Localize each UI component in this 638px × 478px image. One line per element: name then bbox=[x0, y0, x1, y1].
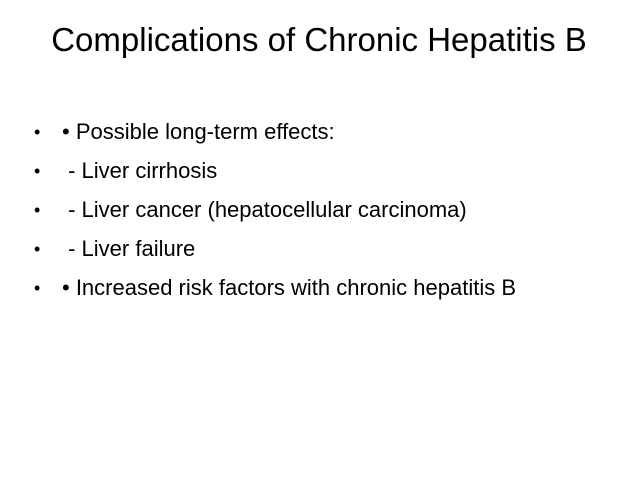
bullet-marker: • bbox=[34, 200, 41, 220]
bullet-marker: • bbox=[34, 122, 41, 142]
bullet-text: • Increased risk factors with chronic hepatitis B bbox=[62, 275, 516, 300]
bullet-item bbox=[30, 197, 600, 223]
bullet-marker: • bbox=[34, 161, 41, 181]
bullet-item bbox=[30, 275, 600, 301]
bullet-marker: • bbox=[34, 278, 41, 298]
bullet-list bbox=[30, 119, 600, 314]
bullet-item bbox=[30, 158, 600, 184]
bullet-text: - Liver failure bbox=[62, 236, 196, 261]
bullet-item bbox=[30, 119, 600, 145]
bullet-marker: • bbox=[34, 239, 41, 259]
bullet-text: - Liver cirrhosis bbox=[62, 158, 218, 183]
slide-title: Complications of Chronic Hepatitis B bbox=[51, 21, 587, 58]
bullet-text: • Possible long-term effects: bbox=[62, 119, 335, 144]
bullet-text: - Liver cancer (hepatocellular carcinoma) bbox=[62, 197, 467, 222]
bullet-item bbox=[30, 236, 600, 262]
